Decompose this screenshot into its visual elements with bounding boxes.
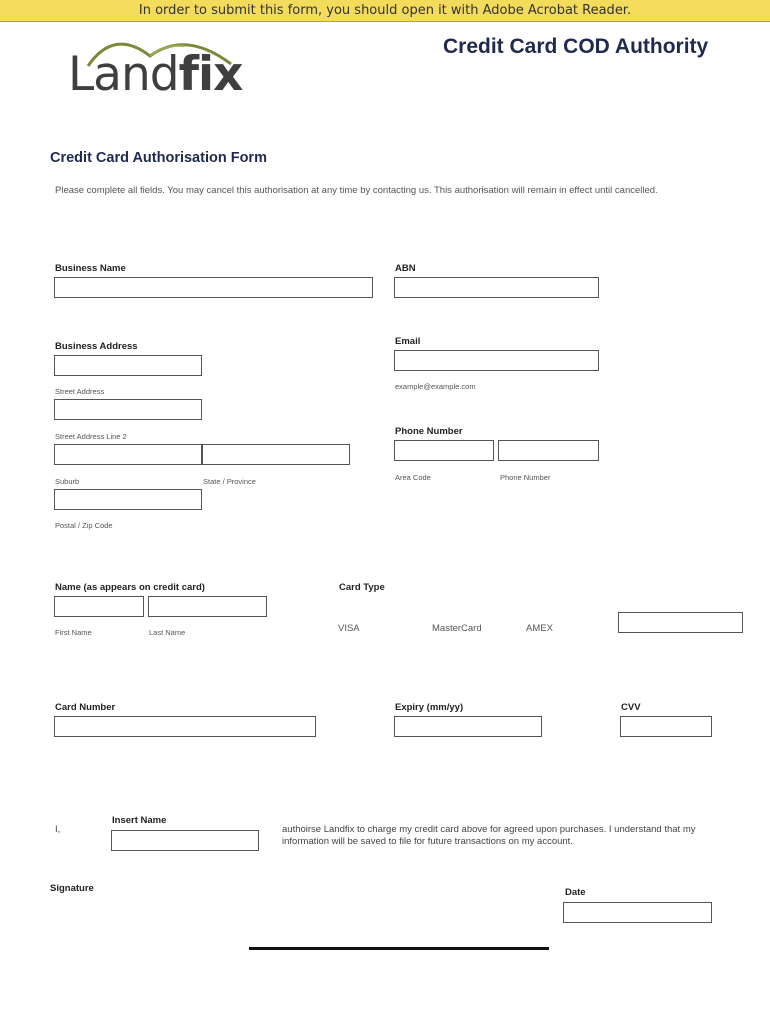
cvv-input[interactable] [620,716,712,737]
signature-label: Signature [50,883,94,894]
authorisation-prefix: I, [55,824,61,835]
date-label: Date [565,887,586,898]
street-address-line2-sublabel: Street Address Line 2 [55,432,127,441]
cvv-label: CVV [621,702,641,713]
business-name-label: Business Name [55,263,126,274]
business-name-input[interactable] [54,277,373,298]
authorisation-text: authoirse Landfix to charge my credit card above for agreed upon purchases. I understand that my information will be saved to file for future transactions on my account. [282,824,696,847]
postal-code-input[interactable] [54,489,202,510]
email-input[interactable] [394,350,599,371]
expiry-input[interactable] [394,716,542,737]
abn-input[interactable] [394,277,599,298]
card-type-label: Card Type [339,582,385,593]
street-address-input[interactable] [54,355,202,376]
suburb-sublabel: Suburb [55,477,80,486]
insert-name-input[interactable] [111,830,259,851]
card-number-input[interactable] [54,716,316,737]
area-code-sublabel: Area Code [395,473,431,482]
phone-number-label: Phone Number [395,426,463,437]
suburb-input[interactable] [54,444,202,465]
phone-number-sublabel: Phone Number [500,473,551,482]
last-name-sublabel: Last Name [149,628,186,637]
acrobat-warning-banner: In order to submit this form, you should open it with Adobe Acrobat Reader. [0,0,770,22]
email-label: Email [395,336,421,347]
email-hint: example@example.com [395,382,476,391]
landfix-logo [68,47,243,102]
business-address-label: Business Address [55,341,138,352]
street-address-line2-input[interactable] [54,399,202,420]
logo-text-bold: fix [178,47,243,102]
first-name-sublabel: First Name [55,628,92,637]
phone-number-input[interactable] [498,440,599,461]
abn-label: ABN [395,263,416,274]
card-type-other-input[interactable] [618,612,743,633]
logo-text-light: Land [68,47,179,102]
cardholder-name-label: Name (as appears on credit card) [55,582,205,593]
intro-text: Please complete all fields. You may cancel this authorisation at any time by contacting us. This authorisation will remain in effect until cancelled. [55,185,658,196]
first-name-input[interactable] [54,596,144,617]
form-title: Credit Card Authorisation Form [50,150,267,166]
street-address-sublabel: Street Address [55,387,105,396]
card-number-label: Card Number [55,702,116,713]
card-type-option-amex[interactable]: AMEX [526,623,553,634]
card-type-option-visa[interactable]: VISA [338,623,360,634]
card-type-option-mastercard[interactable]: MasterCard [432,623,482,634]
signature-line[interactable] [249,947,549,950]
state-sublabel: State / Province [203,477,256,486]
area-code-input[interactable] [394,440,494,461]
state-input[interactable] [202,444,350,465]
insert-name-label: Insert Name [112,815,167,826]
document-title: Credit Card COD Authority [443,35,709,58]
date-input[interactable] [563,902,712,923]
postal-code-sublabel: Postal / Zip Code [55,521,113,530]
expiry-label: Expiry (mm/yy) [395,702,464,713]
last-name-input[interactable] [148,596,267,617]
